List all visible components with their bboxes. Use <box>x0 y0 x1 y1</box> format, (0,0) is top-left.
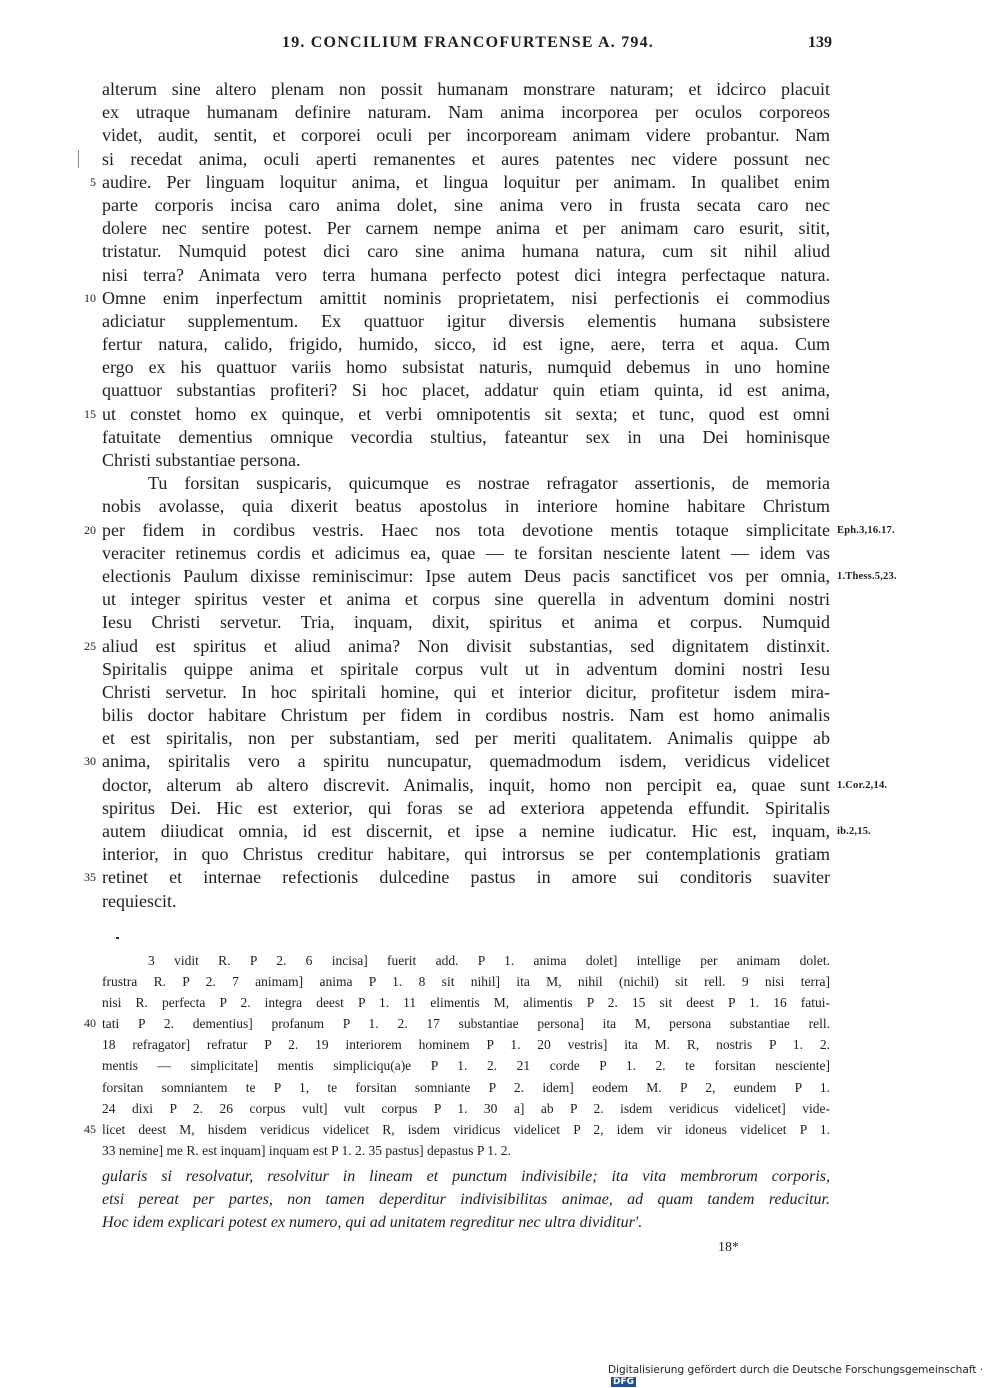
page-number: 139 <box>808 34 832 51</box>
text-line <box>0 681 1000 704</box>
text-line <box>0 356 1000 379</box>
line-text: parte corporis incisa caro anima dolet, sine anima vero in frusta secata caro nec <box>102 194 830 215</box>
line-text: ergo ex his quattuor variis homo subsistat naturis, numquid debemus in uno homine <box>102 357 830 378</box>
apparatus-text: tati P 2. dementius] profanum P 1. 2. 17 substantiae persona] ita M, persona substantiae rell. <box>102 1016 830 1032</box>
footnote-line <box>0 1188 1000 1211</box>
line-text: ut integer spiritus vester et anima et corpus sine querella in adventum domini nostri <box>102 589 830 610</box>
line-text: si recedat anima, oculi aperti remanentes et aures patentes nec videre possunt nec <box>102 148 830 169</box>
margin-dot <box>116 937 119 939</box>
text-line <box>0 287 1000 310</box>
line-text: tristatur. Numquid potest dici caro sine anima humana natura, cum sit nihil aliud <box>102 241 830 262</box>
text-line <box>0 472 1000 495</box>
line-text: ex utraque humanam definire naturam. Nam anima incorporea per oculos corporeos <box>102 102 830 123</box>
apparatus-text: 3 vidit R. P 2. 6 incisa] fuerit add. P 1. anima dolet] intellige per animam dolet. <box>148 953 830 968</box>
text-line <box>0 264 1000 287</box>
footnote-text: gularis si resolvatur, resolvitur in lineam et punctum indivisibile; ita vita membrorum corporis, <box>102 1168 830 1185</box>
dfg-logo: DFG <box>613 1377 635 1387</box>
line-text: spiritus Dei. Hic est exterior, qui foras se ad exteriora appetenda effundit. Spiritalis <box>102 797 830 818</box>
apparatus-line <box>0 1013 1000 1034</box>
text-line <box>0 890 1000 913</box>
footnote-text: Hoc idem explicari potest ex numero, qui ad unitatem regreditur nec ultra dividitur'. <box>102 1214 643 1231</box>
line-text: alterum sine altero plenam non possit humanam monstrare naturam; et idcirco placuit <box>102 79 830 99</box>
line-number: 35 <box>84 870 96 885</box>
text-line <box>0 820 1000 843</box>
footer-text: Digitalisierung gefördert durch die Deutsche Forschungsgemeinschaft · <box>608 1364 984 1376</box>
line-text: audire. Per linguam loquitur anima, et lingua loquitur per animam. In qualibet enim <box>102 171 830 192</box>
text-line <box>0 588 1000 611</box>
line-text: Omne enim inperfectum amittit nominis proprietatem, nisi perfectionis ei commodius <box>102 287 830 308</box>
line-text: doctor, alterum ab altero discrevit. Animalis, inquit, homo non percipit ea, quae sunt <box>102 774 830 795</box>
footnote-line <box>0 1211 1000 1234</box>
signature-mark: 18* <box>718 1240 739 1255</box>
line-number: 15 <box>84 406 96 421</box>
apparatus-text: forsitan somniantem te P 1, te forsitan somniante P 2. idem] eodem M. P 2, eundem P 1. <box>102 1079 830 1095</box>
apparatus-line <box>0 1098 1000 1119</box>
apparatus-text: 24 dixi P 2. 26 corpus vult] vult corpus P 1. 30 a] ab P 2. isdem veridicus videlicet] vide- <box>102 1100 830 1116</box>
text-line <box>0 774 1000 797</box>
line-text: Christi servetur. In hoc spiritali homine, qui et interior dicitur, profitetur isdem mira- <box>102 681 830 702</box>
line-number: 20 <box>84 522 96 537</box>
text-line <box>0 171 1000 194</box>
line-text: electionis Paulum dixisse reminiscimur: Ipse autem Deus pacis sanctificet vos per omnia, <box>102 565 830 586</box>
line-text: retinet et internae refectionis dulcedine pastus in amore sui conditoris suaviter <box>102 867 830 888</box>
text-line <box>0 403 1000 426</box>
apparatus-line <box>0 1055 1000 1076</box>
line-text: adiciatur supplementum. Ex quattuor igitur diversis elementis humana subsistere <box>102 310 830 331</box>
text-line <box>0 426 1000 449</box>
text-line <box>0 78 1000 101</box>
line-text: ut constet homo ex quinque, et verbi omnipotentis sit sexta; et tunc, quod est omni <box>102 403 830 424</box>
line-text: fatuitate dementius omnique vecordia stultius, fateantur sex in una Dei hominisque <box>102 426 830 447</box>
line-text: requiescit. <box>102 890 177 911</box>
line-text: Iesu Christi servetur. Tria, inquam, dixit, spiritus et anima et corpus. Numquid <box>102 612 830 633</box>
text-line <box>0 519 1000 542</box>
text-line <box>0 542 1000 565</box>
page-header <box>102 34 832 60</box>
line-text: et est spiritalis, non per substantiam, sed per meriti qualitatem. Animalis quippe ab <box>102 728 830 749</box>
line-number: 30 <box>84 754 96 769</box>
apparatus-line <box>0 1034 1000 1055</box>
digitization-footer <box>608 1364 1000 1388</box>
footnote-continuation <box>0 1165 1000 1234</box>
text-line <box>0 635 1000 658</box>
text-line <box>0 240 1000 263</box>
line-text: interior, in quo Christus creditur habitare, qui introrsus se per contemplationis gratiam <box>102 844 830 865</box>
line-text: anima, spiritalis vero a spiritu nuncupatur, quemadmodum isdem, veridicus videlicet <box>102 751 830 772</box>
text-line <box>0 379 1000 402</box>
text-line <box>0 866 1000 889</box>
text-line <box>0 194 1000 217</box>
line-text: quattuor substantias profiteri? Si hoc placet, addatur quin etiam quinta, id est anima, <box>102 380 830 401</box>
line-number: 25 <box>84 638 96 653</box>
text-line <box>0 449 1000 472</box>
text-line <box>0 148 1000 171</box>
line-text: per fidem in cordibus vestris. Haec nos tota devotione mentis totaque simplicitate <box>102 519 830 540</box>
apparatus-text: frustra R. P 2. 7 animam] anima P 1. 8 sit nihil] ita M, nihil (nichil) sit rell. 9 nisi terra] <box>102 974 830 990</box>
text-line <box>0 611 1000 634</box>
text-line <box>0 124 1000 147</box>
apparatus-text: licet deest M, hisdem veridicus videlicet R, isdem viridicus videlicet P 2, idem vir idoneus videlicet P 1. <box>102 1121 830 1137</box>
marginal-reference: Eph.3,16.17. <box>837 524 895 536</box>
running-title: 19. CONCILIUM FRANCOFURTENSE A. 794. <box>282 34 654 51</box>
apparatus-text: mentis — simplicitate] mentis simpliciqu(a)e P 1. 2. 21 corde P 1. 2. te forsitan nesciente] <box>102 1058 830 1074</box>
line-text: veraciter retinemus cordis et adicimus ea, quae — te forsitan nesciente latent — idem vas <box>102 542 830 563</box>
text-line <box>0 843 1000 866</box>
line-number: 5 <box>90 174 96 189</box>
apparatus-line <box>0 950 1000 971</box>
footnote-text: etsi pereat per partes, non tamen deperditur indivisibilitas animae, ad quam tandem reducitur. <box>102 1191 830 1208</box>
line-text: Tu forsitan suspicaris, quicumque es nostrae refragator assertionis, de memoria <box>148 473 830 494</box>
line-number: 10 <box>84 290 96 305</box>
line-text: aliud est spiritus et aliud anima? Non divisit substantias, sed dignitatem distinxit. <box>102 635 830 656</box>
footnote-line <box>0 1165 1000 1188</box>
text-line <box>0 333 1000 356</box>
main-text <box>0 78 1000 913</box>
apparatus-line <box>0 1140 1000 1161</box>
line-text: Christi substantiae persona. <box>102 450 301 470</box>
line-text: Spiritalis quippe anima et spiritale corpus vult ut in adventum domini nostri Iesu <box>102 658 830 679</box>
text-line <box>0 310 1000 333</box>
apparatus-line <box>0 1119 1000 1140</box>
text-line <box>0 750 1000 773</box>
line-number: 40 <box>84 1016 96 1031</box>
line-number: 45 <box>84 1121 96 1136</box>
line-text: fertur natura, calido, frigido, humido, sicco, id est igne, aere, terra et aqua. Cum <box>102 334 830 355</box>
text-line <box>0 658 1000 681</box>
apparatus-line <box>0 992 1000 1013</box>
line-text: nobis avolasse, quia dixerit beatus apostolus in interiore homine habitare Christum <box>102 496 830 517</box>
apparatus-text: nisi R. perfecta P 2. integra deest P 1. 11 elimentis M, alimentis P 2. 15 sit deest P 1. 16 fatui- <box>102 995 830 1011</box>
marginal-reference: 1.Cor.2,14. <box>837 779 888 791</box>
text-line <box>0 704 1000 727</box>
line-text: nisi terra? Animata vero terra humana perfecto potest dici integra perfectaque natura. <box>102 264 830 285</box>
marginal-reference: 1.Thess.5,23. <box>837 570 897 582</box>
text-line <box>0 797 1000 820</box>
text-line <box>0 727 1000 750</box>
apparatus-line <box>0 971 1000 992</box>
apparatus-line <box>0 1077 1000 1098</box>
line-text: autem diiudicat omnia, id est discernit, et ipse a nemine iudicatur. Hic est, inquam, <box>102 821 830 841</box>
text-line <box>0 101 1000 124</box>
text-line <box>0 217 1000 240</box>
line-text: videt, audit, sentit, et corporei oculi per incorpoream animam videre probantur. Nam <box>102 125 830 146</box>
line-text: dolere nec sentire potest. Per carnem nempe anima et per animam caro esurit, sitit, <box>102 218 830 239</box>
line-text: bilis doctor habitare Christum per fidem in cordibus nostris. Nam est homo animalis <box>102 705 830 726</box>
apparatus-text: 33 nemine] me R. est inquam] inquam est P 1. 2. 35 pastus] depastus P 1. 2. <box>102 1142 511 1158</box>
marginal-reference: ib.2,15. <box>837 826 871 837</box>
apparatus-text: 18 refragator] refratur P 2. 19 interiorem hominem P 1. 20 vestris] ita M. R, nostris P 1. 2. <box>102 1037 830 1053</box>
text-line <box>0 565 1000 588</box>
text-line <box>0 495 1000 518</box>
critical-apparatus <box>0 950 1000 1161</box>
